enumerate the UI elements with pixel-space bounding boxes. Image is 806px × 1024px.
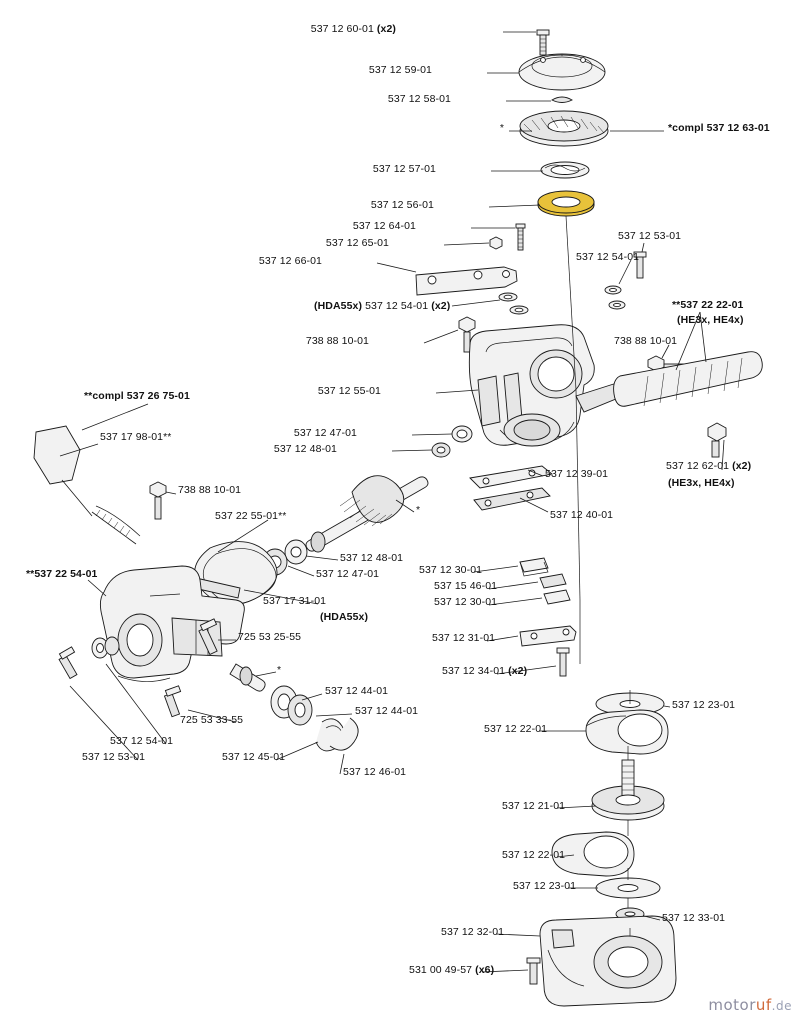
label-725-53-33-55: 725 53 33-55	[180, 714, 244, 726]
label-738-88-10-01-left-lower: 738 88 10-01	[178, 484, 242, 496]
part-537-17-98-01-lever	[34, 426, 140, 544]
label-537-12-53-01-right: 537 12 53-01	[618, 230, 682, 242]
label-537-12-30-01-a: 537 12 30-01	[419, 564, 483, 576]
label-537-12-23-01-upper: 537 12 23-01	[672, 699, 736, 711]
part-537-12-48-01-upper	[432, 443, 450, 457]
part-537-12-48-01-lower	[285, 540, 307, 564]
part-537-12-39-01	[470, 466, 552, 488]
part-537-12-57-01	[541, 162, 589, 178]
label-hda55x: (HDA55x)	[320, 611, 369, 623]
label-537-12-58-01: 537 12 58-01	[387, 93, 451, 105]
label-537-12-21-01: 537 12 21-01	[502, 800, 566, 812]
part-537-12-60-01	[537, 30, 549, 55]
label-537-22-55-01: 537 22 55-01**	[215, 510, 287, 522]
label-537-12-53-01-left: 537 12 53-01	[82, 751, 146, 763]
label-asterisk-seal: *	[277, 664, 282, 676]
part-537-12-54-01-right	[605, 286, 625, 309]
label-537-12-54-01-left: 537 12 54-01	[110, 735, 174, 747]
label-537-12-47-01-lower: 537 12 47-01	[316, 568, 380, 580]
label-537-12-31-01: 537 12 31-01	[432, 632, 496, 644]
label-537-15-46-01: 537 15 46-01	[434, 580, 498, 592]
label-537-12-32-01: 537 12 32-01	[441, 926, 505, 938]
label-537-12-48-01-lower: 537 12 48-01	[340, 552, 404, 564]
label-537-12-39-01: 537 12 39-01	[545, 468, 609, 480]
label-537-12-22-01-upper: 537 12 22-01	[484, 723, 548, 735]
label-537-12-30-01-b: 537 12 30-01	[434, 596, 498, 608]
part-537-12-65-01	[490, 237, 502, 249]
part-537-12-64-01	[516, 224, 525, 250]
part-537-12-63-01	[520, 111, 608, 146]
label-asterisk-pinion: *	[416, 504, 421, 516]
label-537-12-65-01: 537 12 65-01	[325, 237, 389, 249]
label-he3x-he4x-top: (HE3x, HE4x)	[677, 314, 744, 326]
label-537-12-56-01: 537 12 56-01	[370, 199, 434, 211]
label-537-12-48-01-upper: 537 12 48-01	[273, 443, 337, 455]
label-537-12-66-01: 537 12 66-01	[258, 255, 322, 267]
part-pinion-shaft	[306, 476, 428, 552]
part-537-12-55-01-housing	[469, 325, 628, 446]
label-537-12-64-01: 537 12 64-01	[352, 220, 416, 232]
label-537-12-60-01: 537 12 60-01 (x2)	[310, 23, 396, 35]
label-asterisk-gear: *	[499, 122, 504, 134]
part-725-53-33-55	[164, 686, 180, 717]
label-537-12-23-01-lower: 537 12 23-01	[513, 880, 577, 892]
label-537-12-45-01: 537 12 45-01	[222, 751, 286, 763]
part-537-12-34-01	[557, 648, 569, 676]
watermark: motoruf.de	[708, 996, 792, 1014]
label-compl-537-26-75-01: **compl 537 26 75-01	[84, 390, 190, 402]
part-537-12-23-01-lower	[596, 878, 660, 898]
label-537-12-62-01: 537 12 62-01 (x2)	[666, 460, 752, 472]
label-738-88-10-01-left: 738 88 10-01	[305, 335, 369, 347]
part-537-12-59-01	[519, 54, 605, 90]
label-531-00-49-57: 531 00 49-57 (x6)	[409, 964, 495, 976]
label-537-12-34-01: 537 12 34-01 (x2)	[442, 665, 528, 677]
label-he3x-he4x-bottom: (HE3x, HE4x)	[668, 477, 735, 489]
part-537-12-58-01	[552, 97, 572, 103]
label-537-12-54-01-right: 537 12 54-01	[576, 251, 640, 263]
label-537-12-55-01: 537 12 55-01	[317, 385, 381, 397]
part-537-12-30-01-b	[544, 590, 570, 604]
label-738-88-10-01-right: 738 88 10-01	[614, 335, 678, 347]
label-537-17-98-01: 537 17 98-01**	[100, 431, 172, 443]
part-537-15-46-01	[540, 574, 566, 588]
label-537-12-47-01-upper: 537 12 47-01	[293, 427, 357, 439]
part-537-12-21-01	[592, 760, 664, 820]
part-537-22-22-01-handle	[614, 352, 763, 407]
part-537-12-47-01-upper	[452, 426, 472, 442]
part-537-12-56-01-highlighted	[538, 191, 594, 216]
part-537-12-30-01-a	[520, 558, 548, 576]
label-compl-537-12-63-01: *compl 537 12 63-01	[668, 122, 770, 134]
label-537-12-44-01-b: 537 12 44-01	[355, 705, 419, 717]
part-537-12-32-01-plate	[540, 916, 676, 1006]
part-537-12-53-01-left	[59, 637, 119, 679]
label-537-12-59-01: 537 12 59-01	[368, 64, 432, 76]
label-hda55x-537-12-54-01: (HDA55x) 537 12 54-01 (x2)	[314, 300, 451, 312]
part-537-12-31-01	[520, 626, 576, 646]
part-537-12-66-01	[416, 267, 517, 295]
part-738-88-10-01-left-lower	[150, 482, 166, 519]
label-537-22-54-01: **537 22 54-01	[26, 568, 98, 580]
label-537-12-46-01: 537 12 46-01	[343, 766, 407, 778]
label-537-22-22-01: **537 22 22-01	[672, 299, 744, 311]
label-537-12-33-01: 537 12 33-01	[662, 912, 726, 924]
part-531-00-49-57	[527, 958, 540, 984]
label-537-12-40-01: 537 12 40-01	[550, 509, 614, 521]
part-537-12-22-01-upper	[586, 710, 668, 754]
label-725-53-25-55: 725 53 25-55	[238, 631, 302, 643]
label-537-12-44-01-a: 537 12 44-01	[325, 685, 389, 697]
label-537-17-31-01: 537 17 31-01	[263, 595, 327, 607]
label-537-12-57-01: 537 12 57-01	[372, 163, 436, 175]
part-537-12-40-01	[474, 488, 550, 510]
part-lower-left-shaft	[230, 664, 358, 751]
part-537-12-54-01-pair	[499, 293, 528, 314]
label-537-12-22-01-lower: 537 12 22-01	[502, 849, 566, 861]
